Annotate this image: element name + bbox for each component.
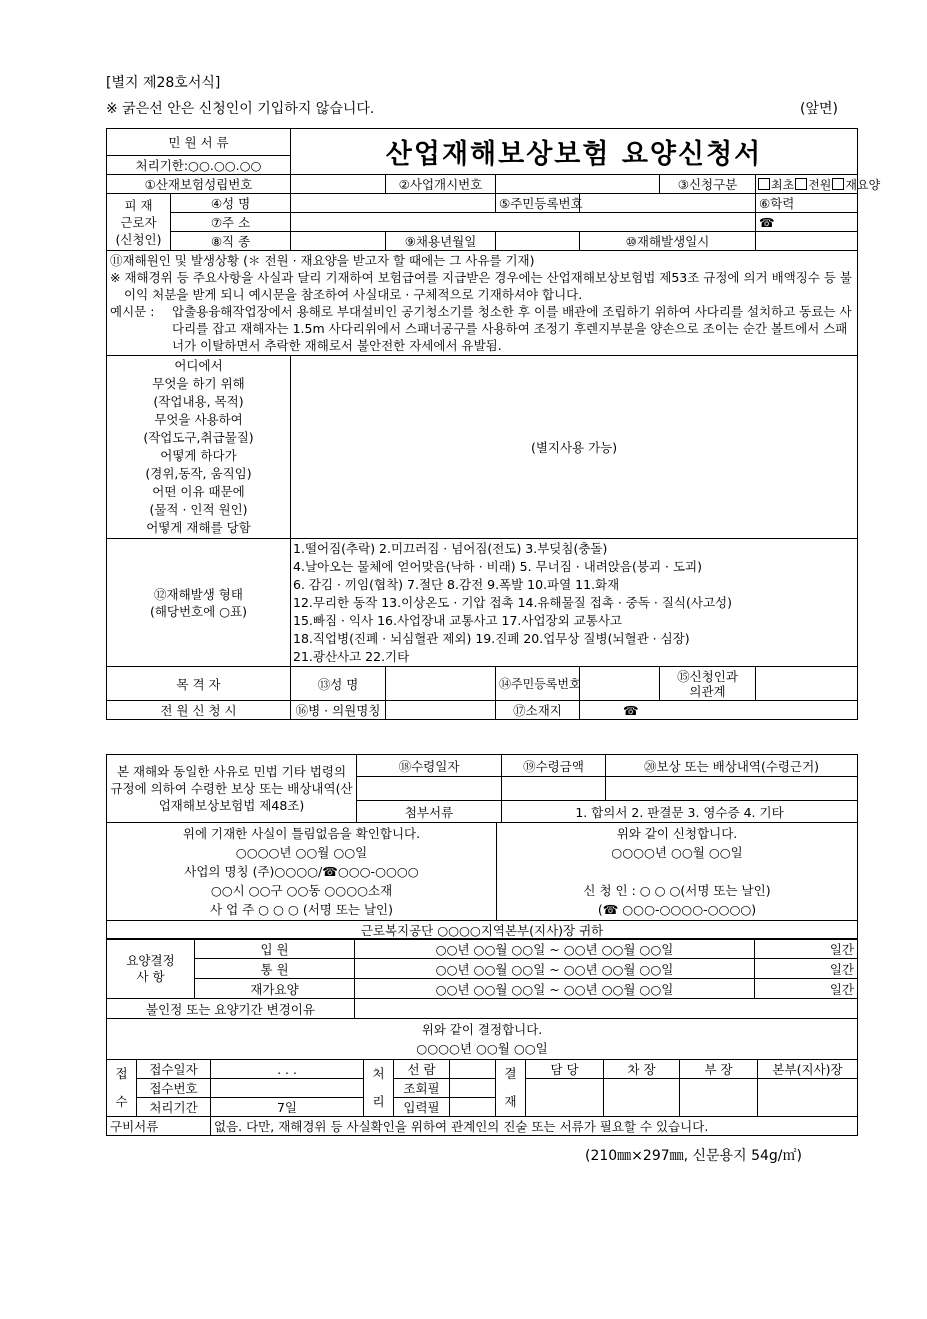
form-title: 산업재해보상보험 요양신청서 [291, 129, 858, 175]
reject-reason-label: 불인정 또는 요양기간 변경이유 [107, 999, 355, 1019]
worker-group-label: 피 재 근로자 (신청인) [107, 194, 171, 251]
required-docs-label: 구비서류 [107, 1117, 211, 1136]
address-field[interactable] [291, 213, 756, 232]
page-side: (앞면) [800, 101, 838, 117]
compensation-table [106, 754, 858, 823]
witness-label: 목 격 자 [107, 667, 291, 701]
accident-type-label: ⑫재해발생 형태 (해당번호에 ○표) [107, 539, 291, 667]
employer-signature[interactable]: 사 업 주 ○ ○ ○ (서명 또는 날인) [210, 902, 393, 917]
view-label: 선 람 [394, 1060, 450, 1079]
employer-confirmation: 위에 기재한 사실이 틀림없음을 확인합니다. ○○○○년 ○○월 ○○일 사업의 명칭 (주)○○○○/☎○○○-○○○○ ○○시 ○○구 ○○동 ○○○○소재 사 업 주 ○ ○ ○ (서명 또는 날인) [107, 823, 497, 921]
re-treatment-checkbox[interactable] [832, 178, 844, 190]
insurance-number-field[interactable] [291, 175, 386, 194]
input-label: 입력필 [394, 1098, 450, 1117]
hospital-label: ⑯병 · 의원명칭 [291, 701, 386, 720]
example-text: 압출용융해작업장에서 용해로 부대설비인 공기청소기를 청소한 후 이를 배관에 조립하기 위하여 사다리를 설치하고 동료는 사다리를 잡고 재해자는 1.5m 사다리위에서 스패너공구를 사용하여 조정기 후렌지부분을 양손으로 조이는 순간 볼트에서 스패너가 이탈하면서 추락한 재해로서 불안전한 자세에서 유발됨. [172, 304, 852, 353]
insurance-number-label: ①산재보험성립번호 [107, 175, 291, 194]
compensation-description: 본 재해와 동일한 사유로 민법 기타 법령의 규정에 의하여 수령한 보상 또는 배상내역(산업재해보상보험법 제48조) [107, 755, 357, 823]
application-form [106, 128, 881, 720]
period-value: 7일 [211, 1098, 364, 1117]
example-label: 예시문 : [110, 304, 155, 319]
cause-guide: 어디에서 무엇을 하기 위해 (작업내용, 목적) 무엇을 사용하여 (작업도구,취급물질) 어떻게 하다가 (경위,동작, 움직임) 어떤 이유 때문에 (물적 · 인적 원인) 어떻게 재해를 당함 [107, 356, 291, 539]
receipt-no-field[interactable] [211, 1079, 364, 1098]
received-amount-label: ⑲수령금액 [502, 755, 606, 777]
required-docs-text: 없음. 다만, 재해경위 등 사실확인을 위하여 관계인의 진술 또는 서류가 필요할 수 있습니다. [211, 1117, 858, 1136]
home-care-unit: 일간 [755, 979, 858, 999]
inpatient-unit: 일간 [755, 939, 858, 959]
location-field[interactable] [580, 701, 858, 720]
applicant-signature[interactable]: 신 청 인 : ○ ○ ○(서명 또는 날인) [583, 883, 771, 898]
first-label: 최초 [771, 177, 795, 192]
transfer-label: 전 원 신 청 시 [107, 701, 291, 720]
paper-spec: (210㎜×297㎜, 신문용지 54g/㎡) [585, 1148, 802, 1164]
cause-description-field[interactable] [291, 356, 858, 539]
attachment-note: (별지사용 가능) [530, 440, 618, 455]
decision-statement: 위와 같이 결정합니다. ○○○○년 ○○월 ○○일 [107, 1019, 858, 1060]
approval-label: 결 재 [496, 1060, 526, 1117]
decision-label: 요양결정 사 항 [107, 939, 195, 999]
accident-date-label: ⑩재해발생일시 [580, 232, 756, 251]
check-label: 조회필 [394, 1079, 450, 1098]
staff-sign[interactable] [526, 1079, 604, 1117]
accident-type-options[interactable]: 1.떨어짐(추락) 2.미끄러짐 · 넘어짐(전도) 3.부딪침(충돌) 4.날아오는 물체에 얻어맞음(낙하 · 비래) 5. 무너짐 · 내려앉음(붕괴 · 도괴) 6. 감김 · 끼임(협착) 7.절단 8.감전 9.폭발 10.파열 11.화재 12.무리한 동작 13.이상온도 · 기압 접촉 14.유해물질 접촉 · 중독 · 질식(사고성) 15.빠짐 · 익사 16.사업장내 교통사고 17.사업장외 교통사고 18.직업병(진폐 · 뇌심혈관 제외) 19.진폐 20.업무상 질병(뇌혈관 · 심장) 21.광산사고 22.기타 [291, 539, 858, 667]
job-label: ⑧직 종 [171, 232, 291, 251]
reject-reason-field[interactable] [355, 999, 858, 1019]
decision-table [106, 938, 858, 1060]
deputy-sign[interactable] [604, 1079, 680, 1117]
attachment-label: 첨부서류 [357, 801, 502, 823]
input-field[interactable] [450, 1098, 496, 1117]
name-field[interactable] [291, 194, 496, 213]
check-field[interactable] [450, 1079, 496, 1098]
education-label: ⑥학력 [759, 196, 795, 211]
home-care-period[interactable]: ○○년 ○○월 ○○일 ~ ○○년 ○○월 ○○일 [355, 979, 755, 999]
instruction-note: ※ 굵은선 안은 신청인이 기입하지 않습니다. [106, 101, 375, 117]
processing-deadline: 처리기한:○○.○○.○○ [107, 156, 291, 175]
receipt-table [106, 1059, 858, 1136]
witness-relation-label: ⑮신청인과 의관계 [660, 667, 756, 701]
received-amount-field[interactable] [502, 777, 606, 801]
hospital-field[interactable] [386, 701, 496, 720]
manager-sign[interactable] [680, 1079, 758, 1117]
staff-label: 담 당 [526, 1060, 604, 1079]
form-number: [별지 제28호서식] [106, 75, 221, 91]
witness-name-label: ⑬성 명 [291, 667, 386, 701]
cause-heading: ⑪재해원인 및 발생상황 (＊ 전원 · 재요양을 받고자 할 때에는 그 사유를 기재) [110, 253, 535, 268]
transfer-phone-icon: ☎ [623, 702, 639, 718]
rrn-field[interactable] [580, 194, 756, 213]
confirmation-table [106, 822, 858, 940]
cause-warning: ※ 재해경위 등 주요사항을 사실과 달리 기재하여 보험급여를 지급받은 경우에는 산업재해보상보험법 제53조 규정에 의거 배액징수 등 불이익 처분을 받게 되니 예시문을 참조하여 사실대로 · 구체적으로 기재하셔야 합니다. [110, 270, 853, 302]
business-start-label: ②사업개시번호 [386, 175, 496, 194]
rrn-label: ⑤주민등록번호 [496, 194, 580, 213]
witness-name-field[interactable] [386, 667, 496, 701]
name-label: ④성 명 [171, 194, 291, 213]
witness-relation-field[interactable] [756, 667, 858, 701]
hire-date-label: ⑨채용년월일 [386, 232, 496, 251]
manager-label: 부 장 [680, 1060, 758, 1079]
inpatient-label: 입 원 [195, 939, 355, 959]
processing-label: 처 리 [364, 1060, 394, 1117]
document-label: 민 원 서 류 [107, 129, 291, 156]
period-label: 처리기간 [137, 1098, 211, 1117]
director-label: 본부(지사)장 [758, 1060, 858, 1079]
outpatient-unit: 일간 [755, 959, 858, 979]
deputy-label: 차 장 [604, 1060, 680, 1079]
business-start-field[interactable] [496, 175, 660, 194]
transfer-checkbox[interactable] [795, 178, 807, 190]
witness-rrn-field[interactable] [580, 667, 660, 701]
job-field[interactable] [291, 232, 386, 251]
re-treatment-label: 재요양 [845, 177, 881, 192]
transfer-label: 전원 [808, 177, 832, 192]
phone-icon: ☎ [759, 214, 775, 230]
outpatient-label: 통 원 [195, 959, 355, 979]
apply-type-label: ③신청구분 [660, 175, 756, 194]
compensation-detail-label: ⑳보상 또는 배상내역(수령근거) [606, 755, 858, 777]
addressee: 근로복지공단 ○○○○지역본부(지사)장 귀하 [107, 921, 858, 940]
receipt-date-field[interactable]: . . . [211, 1060, 364, 1079]
example-block [110, 303, 854, 354]
cause-instructions [107, 251, 858, 356]
director-sign[interactable] [758, 1079, 858, 1117]
first-checkbox[interactable] [758, 178, 770, 190]
attachment-list[interactable]: 1. 합의서 2. 판결문 3. 영수증 4. 기타 [502, 801, 858, 823]
education-cell[interactable] [756, 194, 858, 213]
applicant-confirmation: 위와 같이 신청합니다. ○○○○년 ○○월 ○○일 신 청 인 : ○ ○ ○(서명 또는 날인) (☎ ○○○-○○○○-○○○○) [497, 823, 858, 921]
home-care-label: 재가요양 [195, 979, 355, 999]
receipt-label: 접 수 [107, 1060, 137, 1117]
accident-date-field[interactable] [756, 232, 858, 251]
hire-date-field[interactable] [496, 232, 580, 251]
compensation-detail-field[interactable] [606, 777, 858, 801]
phone-cell[interactable] [756, 213, 858, 232]
outpatient-period[interactable]: ○○년 ○○월 ○○일 ~ ○○년 ○○월 ○○일 [355, 959, 755, 979]
apply-type-options [756, 175, 881, 194]
receipt-date-label: 접수일자 [137, 1060, 211, 1079]
received-date-label: ⑱수령일자 [357, 755, 502, 777]
inpatient-period[interactable]: ○○년 ○○월 ○○일 ~ ○○년 ○○월 ○○일 [355, 939, 755, 959]
witness-rrn-label: ⑭주민등록번호 [496, 667, 580, 701]
received-date-field[interactable] [357, 777, 502, 801]
receipt-no-label: 접수번호 [137, 1079, 211, 1098]
location-label: ⑰소재지 [496, 701, 580, 720]
address-label: ⑦주 소 [171, 213, 291, 232]
view-field[interactable] [450, 1060, 496, 1079]
